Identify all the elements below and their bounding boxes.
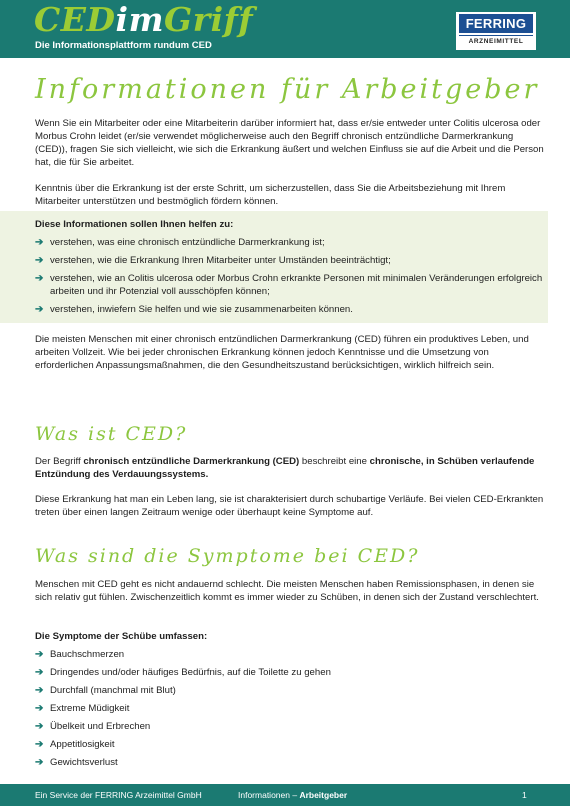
- symptom-text: Durchfall (manchmal mit Blut): [50, 685, 176, 696]
- symptom-item: [35, 720, 545, 733]
- ced-p1-text: beschreibt eine: [299, 456, 370, 467]
- heading-was-ist-ced: Was ist CED?: [35, 423, 188, 445]
- symptom-item: [35, 648, 545, 661]
- help-item: [35, 236, 545, 249]
- arrow-icon: ➔: [35, 237, 44, 248]
- page-number: 1: [522, 790, 527, 800]
- intro-paragraph-1: Wenn Sie ein Mitarbeiter oder eine Mitarbeiterin darüber informiert hat, dass er/sie entweder unter Colitis ulcerosa oder Morbus Crohn leidet (er/sie verwendet möglicherweise auch den Begriff chronisch entzündliche Darmerkrankung (CED)), fragen Sie sich vielleicht, wie sich die Erkrankung äußert und welchen Einfluss sie auf die Arbeit und die Person hat, die für Sie arbeitet.: [35, 118, 544, 168]
- symptom-text: Bauchschmerzen: [50, 649, 125, 660]
- arrow-icon: ➔: [35, 685, 44, 696]
- footer-doc-title-a: Informationen –: [238, 790, 300, 800]
- cedimgriff-logo: [34, 2, 253, 38]
- footer-doc-title-b: Arbeitgeber: [299, 790, 348, 800]
- symptom-item: [35, 666, 545, 679]
- arrow-icon: ➔: [35, 649, 44, 660]
- help-item-text: verstehen, inwiefern Sie helfen und wie sie zusammenarbeiten können.: [50, 304, 353, 315]
- symptom-text: Übelkeit und Erbrechen: [50, 721, 151, 732]
- ferring-name: FERRING: [459, 14, 533, 33]
- arrow-icon: ➔: [35, 667, 44, 678]
- symptom-item: [35, 702, 545, 715]
- ferring-sub: ARZNEIMITTEL: [468, 38, 524, 45]
- help-box-title: Diese Informationen sollen Ihnen helfen zu:: [35, 219, 234, 230]
- arrow-icon: ➔: [35, 255, 44, 266]
- footer-doc-title: [238, 790, 347, 800]
- help-list: [35, 236, 545, 316]
- symptom-item: [35, 684, 545, 697]
- symptoms-paragraph: Menschen mit CED geht es nicht andauernd schlecht. Die meisten Menschen haben Remissionsphasen, in denen sie sich relativ gut fühlen. Zwischenzeitlich kommt es immer wieder zu Schüben, in denen sich der Zustand verschlechtert.: [35, 579, 539, 603]
- symptom-text: Appetitlosigkeit: [50, 739, 115, 750]
- logo-ced: CED: [34, 0, 116, 39]
- page-title: Informationen für Arbeitgeber: [35, 74, 540, 105]
- symptoms-list: [35, 648, 545, 769]
- symptom-text: Extreme Müdigkeit: [50, 703, 130, 714]
- arrow-icon: ➔: [35, 757, 44, 768]
- logo-griff: Griff: [164, 0, 254, 39]
- help-item-text: verstehen, wie an Colitis ulcerosa oder Morbus Crohn erkrankte Personen mit minimalen Veränderungen erfolgreich arbeiten und ihr Potenzial voll ausschöpfen können;: [50, 273, 543, 297]
- intro-paragraph-2: Kenntnis über die Erkrankung ist der erste Schritt, um sicherzustellen, dass Sie die Arbeitsbeziehung mit Ihrem Mitarbeiter unterstützen und bestmöglich fördern können.: [35, 183, 506, 207]
- header-tagline: Die Informationsplattform rundum CED: [35, 40, 212, 51]
- help-item: [35, 272, 545, 298]
- help-item: [35, 303, 545, 316]
- footer-service-text: Ein Service der FERRING Arzeimittel GmbH: [35, 790, 202, 800]
- ced-p1-bold: chronische, in Schüben verlaufende Entzündung des Verdauungssystems.: [35, 456, 535, 480]
- arrow-icon: ➔: [35, 703, 44, 714]
- symptom-item: [35, 756, 545, 769]
- footer-bar: [0, 784, 570, 806]
- ced-p1-text: Der Begriff: [35, 456, 84, 467]
- arrow-icon: ➔: [35, 304, 44, 315]
- heading-symptome: Was sind die Symptome bei CED?: [35, 545, 420, 567]
- symptom-item: [35, 738, 545, 751]
- arrow-icon: ➔: [35, 739, 44, 750]
- arrow-icon: ➔: [35, 273, 44, 284]
- symptom-text: Dringendes und/oder häufiges Bedürfnis, auf die Toilette zu gehen: [50, 667, 331, 678]
- header-bar: [0, 0, 570, 58]
- logo-im: im: [115, 0, 165, 39]
- ced-paragraph-2: Diese Erkrankung hat man ein Leben lang, sie ist charakterisiert durch schubartige Verläufe. Bei vielen CED-Erkrankten treten über einen langen Zeitraum wenige oder überhaupt keine Symptome auf.: [35, 494, 544, 518]
- symptoms-list-title: Die Symptome der Schübe umfassen:: [35, 631, 208, 642]
- help-item-text: verstehen, was eine chronisch entzündliche Darmerkrankung ist;: [50, 237, 325, 248]
- ced-p1-bold: chronisch entzündliche Darmerkrankung (CED): [83, 456, 300, 467]
- ferring-logo: [456, 12, 536, 50]
- arrow-icon: ➔: [35, 721, 44, 732]
- paragraph-after-box: Die meisten Menschen mit einer chronisch entzündlichen Darmerkrankung (CED) führen ein produktives Leben, und arbeiten Vollzeit. Wie bei jeder chronischen Erkrankung können jedoch Kenntnisse und die Umsetzung von erforderlichen Anpassungsmaßnahmen, die den Gesundheitszustand berücksichtigen, wirklich hilfreich sein.: [35, 334, 529, 371]
- symptom-text: Gewichtsverlust: [50, 757, 118, 768]
- ferring-rule: [459, 35, 533, 36]
- help-item-text: verstehen, wie die Erkrankung Ihren Mitarbeiter unter Umständen beeinträchtigt;: [50, 255, 391, 266]
- ced-paragraph-1: [35, 455, 545, 481]
- help-item: [35, 254, 545, 267]
